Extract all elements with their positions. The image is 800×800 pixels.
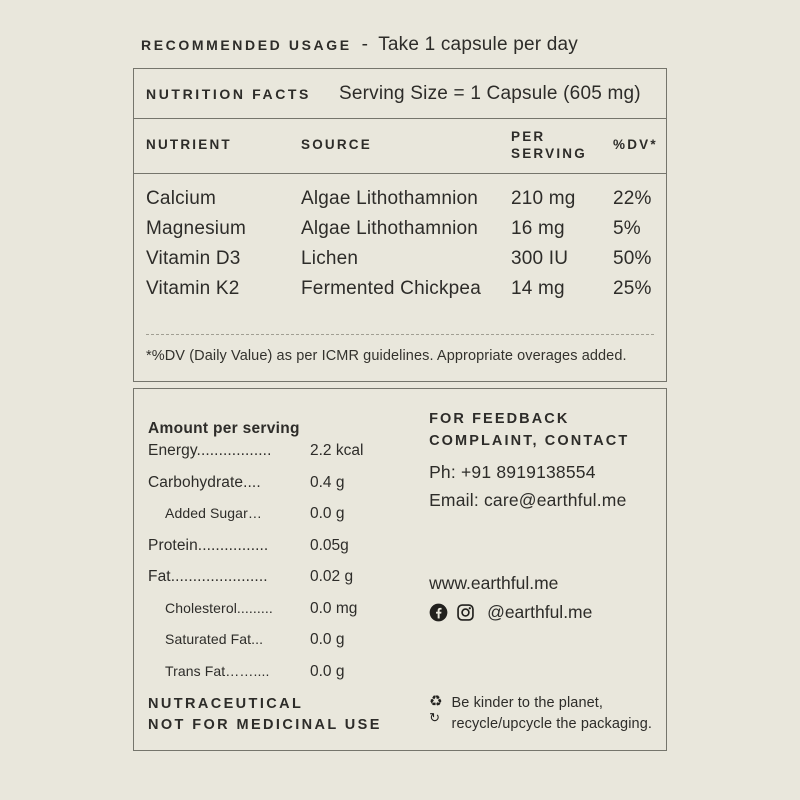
nutrition-table-header bbox=[134, 119, 666, 174]
column-header-per-serving: PER SERVING bbox=[511, 128, 587, 161]
usage-separator: - bbox=[361, 34, 369, 55]
serving-size-text: Serving Size = 1 Capsule (605 mg) bbox=[339, 83, 641, 104]
recycle-icon bbox=[429, 693, 442, 724]
info-panel bbox=[133, 388, 667, 751]
nutrient-dv: 25% bbox=[613, 278, 652, 299]
instagram-icon bbox=[456, 603, 475, 622]
amount-label: Trans Fat…….... bbox=[165, 662, 270, 679]
nutrient-name: Vitamin K2 bbox=[146, 278, 240, 299]
list-item bbox=[148, 631, 415, 663]
dv-footnote: *%DV (Daily Value) as per ICMR guidelines. Appropriate overages added. bbox=[146, 348, 627, 364]
social-handle-text: @earthful.me bbox=[487, 601, 593, 622]
amount-per-serving-section bbox=[148, 409, 415, 736]
list-item bbox=[148, 600, 415, 632]
nutraceutical-line1: NUTRACEUTICAL bbox=[148, 696, 304, 712]
table-row bbox=[146, 248, 654, 278]
nutrient-per-serving: 210 mg bbox=[511, 188, 576, 209]
recycle-arrow-glyph: ↻ bbox=[429, 709, 440, 725]
nutrient-name: Magnesium bbox=[146, 218, 247, 239]
amount-label: Cholesterol......... bbox=[165, 599, 273, 616]
feedback-heading-line1: FOR FEEDBACK bbox=[429, 411, 570, 427]
recycle-symbol-glyph: ♻ bbox=[429, 692, 443, 710]
list-item bbox=[148, 663, 415, 695]
table-row bbox=[146, 218, 654, 248]
column-header-source: SOURCE bbox=[301, 137, 372, 153]
column-header-nutrient: NUTRIENT bbox=[146, 137, 232, 153]
nutrition-facts-panel bbox=[133, 68, 667, 382]
recommended-usage-label: RECOMMENDED USAGE bbox=[141, 37, 352, 53]
email-text: Email: care@earthful.me bbox=[429, 489, 627, 510]
nutrient-per-serving: 300 IU bbox=[511, 248, 569, 269]
list-item bbox=[148, 474, 415, 506]
list-item bbox=[148, 537, 415, 569]
nutrient-dv: 5% bbox=[613, 218, 641, 239]
recommended-usage-text: Take 1 capsule per day bbox=[378, 34, 578, 55]
amount-label: Saturated Fat... bbox=[165, 631, 264, 647]
nutrient-source: Algae Lithothamnion bbox=[301, 218, 479, 239]
table-row bbox=[146, 188, 654, 218]
amount-value: 0.0 mg bbox=[310, 599, 358, 617]
nutrient-name: Vitamin D3 bbox=[146, 248, 241, 269]
nutrient-name: Calcium bbox=[146, 188, 217, 209]
table-row bbox=[146, 278, 654, 308]
amount-value: 0.0 g bbox=[310, 505, 345, 522]
nutrient-source: Algae Lithothamnion bbox=[301, 188, 479, 209]
amount-value: 2.2 kcal bbox=[310, 442, 364, 459]
nutrition-facts-title: NUTRITION FACTS bbox=[146, 86, 311, 102]
planet-note bbox=[429, 693, 652, 737]
phone-text: Ph: +91 8919138554 bbox=[429, 461, 596, 482]
recommended-usage bbox=[141, 34, 667, 56]
amount-label: Fat...................... bbox=[148, 568, 268, 585]
nutrient-dv: 50% bbox=[613, 248, 652, 269]
list-item bbox=[148, 505, 415, 537]
planet-note-line1: Be kinder to the planet, bbox=[451, 694, 604, 711]
nutrition-facts-header bbox=[134, 69, 666, 119]
amount-value: 0.0 g bbox=[310, 662, 345, 680]
contact-section bbox=[415, 409, 652, 736]
nutrient-per-serving: 14 mg bbox=[511, 278, 565, 299]
amount-per-serving-title: Amount per serving bbox=[148, 420, 300, 437]
amount-label: Added Sugar… bbox=[165, 505, 262, 521]
amount-value: 0.05g bbox=[310, 536, 349, 554]
website-text: www.earthful.me bbox=[429, 572, 559, 593]
amount-value: 0.0 g bbox=[310, 631, 345, 648]
amount-label: Energy................. bbox=[148, 442, 272, 459]
nutrient-source: Fermented Chickpea bbox=[301, 278, 481, 299]
planet-note-text bbox=[452, 693, 652, 737]
amount-label: Carbohydrate.... bbox=[148, 473, 261, 491]
nutraceutical-note bbox=[148, 694, 415, 736]
nutrient-per-serving: 16 mg bbox=[511, 218, 565, 239]
amount-value: 0.02 g bbox=[310, 568, 354, 585]
feedback-heading-line2: COMPLAINT, CONTACT bbox=[429, 432, 630, 449]
nutrient-dv: 22% bbox=[613, 188, 652, 209]
facebook-icon bbox=[429, 603, 448, 622]
feedback-heading bbox=[429, 409, 652, 453]
planet-note-line2: recycle/upcycle the packaging. bbox=[451, 716, 652, 733]
label-page bbox=[133, 0, 667, 751]
social-row bbox=[429, 602, 652, 623]
nutrition-table-body bbox=[134, 174, 666, 318]
nutrient-source: Lichen bbox=[301, 248, 359, 269]
amount-value: 0.4 g bbox=[310, 473, 345, 491]
nutraceutical-line2: NOT FOR MEDICINAL USE bbox=[148, 717, 382, 734]
list-item bbox=[148, 568, 415, 600]
list-item bbox=[148, 442, 415, 474]
amount-label: Protein................ bbox=[148, 536, 269, 554]
column-header-dv: %DV* bbox=[613, 137, 658, 153]
